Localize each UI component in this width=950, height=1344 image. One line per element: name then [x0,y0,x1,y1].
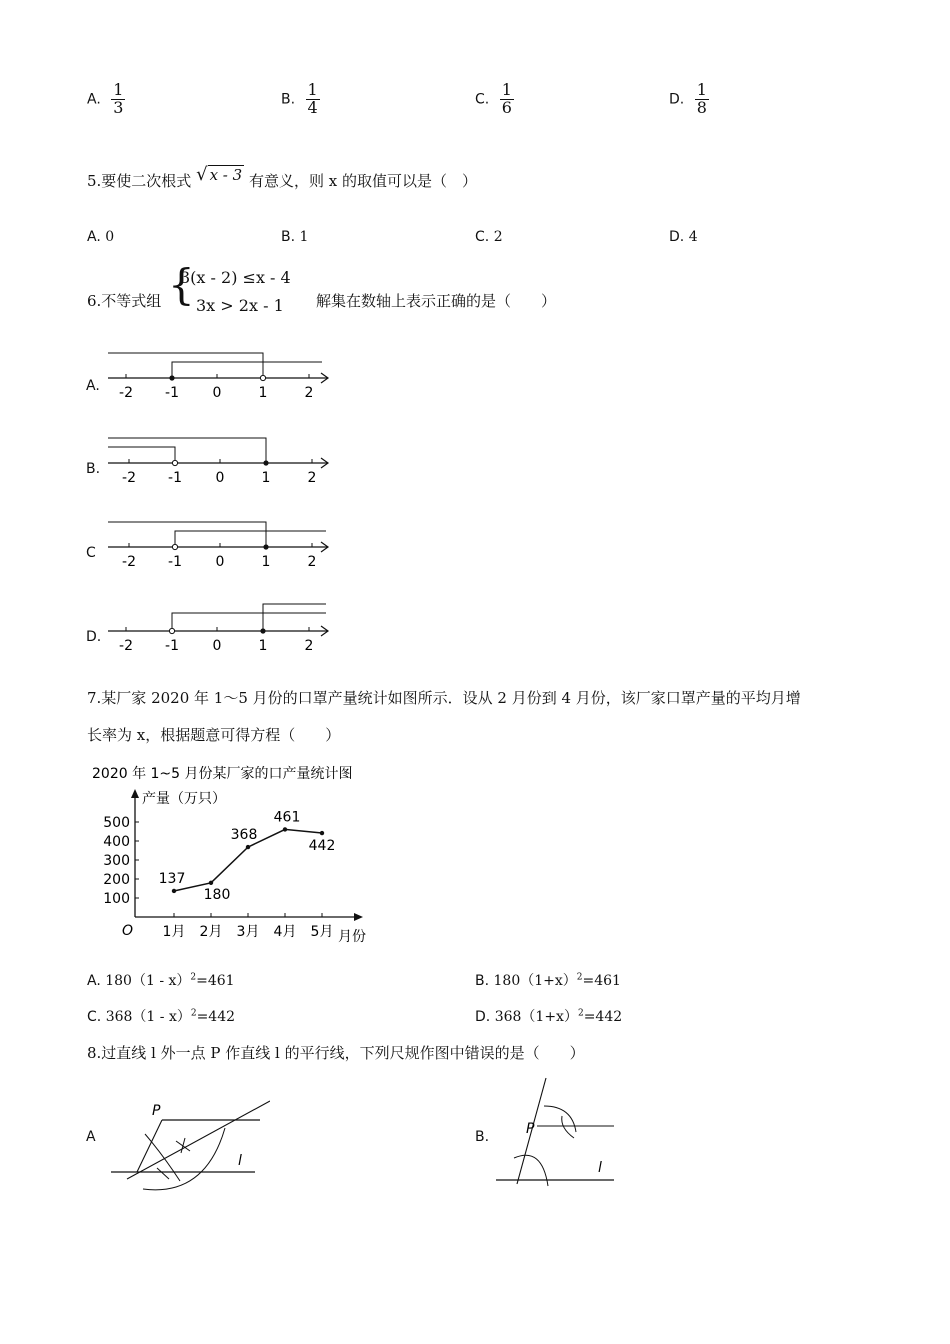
q4-option-a-num: 1 [113,80,124,99]
q4-option-b-fraction [306,82,320,117]
q6-option-b-label: B. [86,461,101,477]
q5-option-c-text: 2 [493,229,503,245]
tick-label: 2 [304,638,314,654]
q4-option-d [669,82,709,117]
q8-construction-a [105,1093,270,1193]
x-tick-label: 4月 [273,924,297,940]
q4-option-b-key: B. [281,91,296,108]
q7-option-d [475,1006,622,1026]
q6-option-a-label: A. [86,378,100,394]
q7-line-chart [88,758,408,953]
q7-line1: 7.某厂家 2020 年 1～5 月份的口罩产量统计如图所示．设从 2 月份到 4 月份，该厂家口罩产量的平均月增 [87,689,801,707]
q4-option-d-fraction [695,82,709,117]
q8-b-point-label: P [526,1121,535,1137]
q5-radical: √ x - 3 [196,164,243,185]
chart-origin-label: O [122,923,134,939]
data-point [320,831,324,835]
chart-x-axis-arrow [354,913,363,921]
tick-label: 2 [304,385,314,401]
tick-label: -1 [168,470,182,486]
q6-number-line-c [100,514,340,574]
x-tick-label: 1月 [162,924,186,940]
q5-option-b [281,229,308,245]
q6-suffix: 解集在数轴上表示正确的是（ ） [316,292,557,310]
q4-option-b [281,82,320,117]
q7-option-d-sup: 2 [577,1008,584,1019]
q5-option-a-key: A. [87,229,101,245]
q4-option-c-fraction [500,82,514,117]
chart-y-axis-arrow [131,789,139,798]
q4-option-d-den: 8 [696,97,707,117]
data-point [209,881,213,885]
tick-label: 1 [258,385,268,401]
q8-option-a-label: A [86,1129,96,1145]
q7-option-b-text: 180（1+x） [493,973,577,989]
q5-question [87,164,477,191]
tick-label: -1 [168,554,182,570]
q5-radicand: x - 3 [209,166,243,184]
tick-label: 1 [258,638,268,654]
q7-option-a-sup: 2 [190,972,197,983]
q8-option-b-label: B. [475,1129,490,1145]
tick-label: 0 [212,638,222,654]
q7-option-d-rest: =442 [583,1009,623,1025]
q5-option-c-key: C. [475,229,490,245]
tick-label: 0 [212,385,222,401]
q6-brace: { [168,260,195,309]
q5-option-c [475,229,503,245]
y-tick-label: 200 [103,872,130,888]
q8-question: 8.过直线 l 外一点 P 作直线 l 的平行线，下列尺规作图中错误的是（ ） [87,1044,585,1062]
q7-option-b-sup: 2 [576,972,583,983]
tick-label: -2 [122,554,136,570]
q4-option-b-den: 4 [307,97,318,117]
q7-option-a [87,970,235,990]
q4-option-c-den: 6 [501,97,512,117]
q8-b-line-label: l [598,1160,602,1176]
q7-option-b-rest: =461 [582,973,621,989]
tick-label: 1 [261,470,271,486]
tick-label: 2 [307,470,317,486]
q7-option-d-key: D. [475,1009,491,1025]
data-point [172,889,176,893]
q4-option-d-key: D. [669,91,685,108]
q7-option-a-key: A. [87,973,101,989]
q7-option-c-key: C. [87,1009,102,1025]
q5-option-a [87,229,114,245]
q6-number-line-d [100,598,340,658]
q4-option-d-num: 1 [696,80,707,99]
chart-x-axis-label: 月份 [338,929,366,945]
x-tick-label: 5月 [310,924,334,940]
x-tick-label: 3月 [236,924,260,940]
data-label: 137 [158,870,186,887]
q6-number-line-b [100,430,340,490]
q6-option-d-label: D. [86,629,102,645]
q4-option-a-key: A. [87,91,101,108]
tick-label: -2 [119,638,133,654]
q6-number-line-a [100,345,340,405]
data-point [283,827,287,831]
q6-option-c-label: C [86,545,96,561]
x-tick-label: 2月 [199,924,223,940]
q4-option-c-key: C. [475,91,490,108]
chart-title: 2020 年 1~5 月份某厂家的口产量统计图 [92,766,353,782]
q8-construction-b [492,1076,622,1191]
q7-option-c-rest: =442 [196,1009,236,1025]
q5-suffix: 有意义，则 x 的取值可以是（ ） [248,172,477,190]
tick-label: 1 [261,554,271,570]
chart-y-axis-label: 产量（万只） [142,791,226,807]
q4-option-b-num: 1 [307,80,318,99]
q7-option-a-rest: =461 [196,973,235,989]
q7-option-c-text: 368（1 - x） [105,1009,191,1025]
q5-prefix: 5.要使二次根式 [87,172,192,190]
q6-prefix: 6.不等式组 [87,292,162,310]
q4-option-c [475,82,514,117]
q5-option-a-text: 0 [105,229,115,245]
tick-label: 0 [215,554,225,570]
q7-option-c-sup: 2 [190,1008,197,1019]
q8-a-line-label: l [238,1153,242,1169]
tick-label: 0 [215,470,225,486]
data-label: 368 [230,827,258,844]
tick-label: 2 [307,554,317,570]
q4-option-c-num: 1 [501,80,512,99]
q4-option-a-den: 3 [113,97,124,117]
q5-option-d [669,229,698,245]
y-tick-label: 400 [103,834,130,850]
q7-option-a-text: 180（1 - x） [105,973,191,989]
q7-option-c [87,1006,235,1026]
q7-option-b [475,970,621,990]
q5-option-d-key: D. [669,229,685,245]
tick-label: -1 [165,385,179,401]
q6-line1: 3(x - 2) ≤x - 4 [180,268,291,287]
y-tick-label: 100 [103,891,130,907]
q4-option-a [87,82,125,117]
q6-line2: 3x > 2x - 1 [196,296,284,315]
tick-label: -2 [119,385,133,401]
q8-a-point-label: P [152,1103,161,1119]
q5-option-b-text: 1 [299,229,309,245]
tick-label: -1 [165,638,179,654]
tick-label: -2 [122,470,136,486]
q7-option-b-key: B. [475,973,490,989]
y-tick-label: 500 [103,815,130,831]
q5-option-d-text: 4 [688,229,698,245]
q5-option-b-key: B. [281,229,296,245]
data-label: 442 [308,838,336,855]
q7-line2: 长率为 x，根据题意可得方程（ ） [87,726,341,744]
data-point [246,845,250,849]
data-label: 180 [203,886,231,903]
data-label: 461 [273,809,301,826]
q4-option-a-fraction [111,82,125,117]
y-tick-label: 300 [103,853,130,869]
q7-option-d-text: 368（1+x） [494,1009,578,1025]
